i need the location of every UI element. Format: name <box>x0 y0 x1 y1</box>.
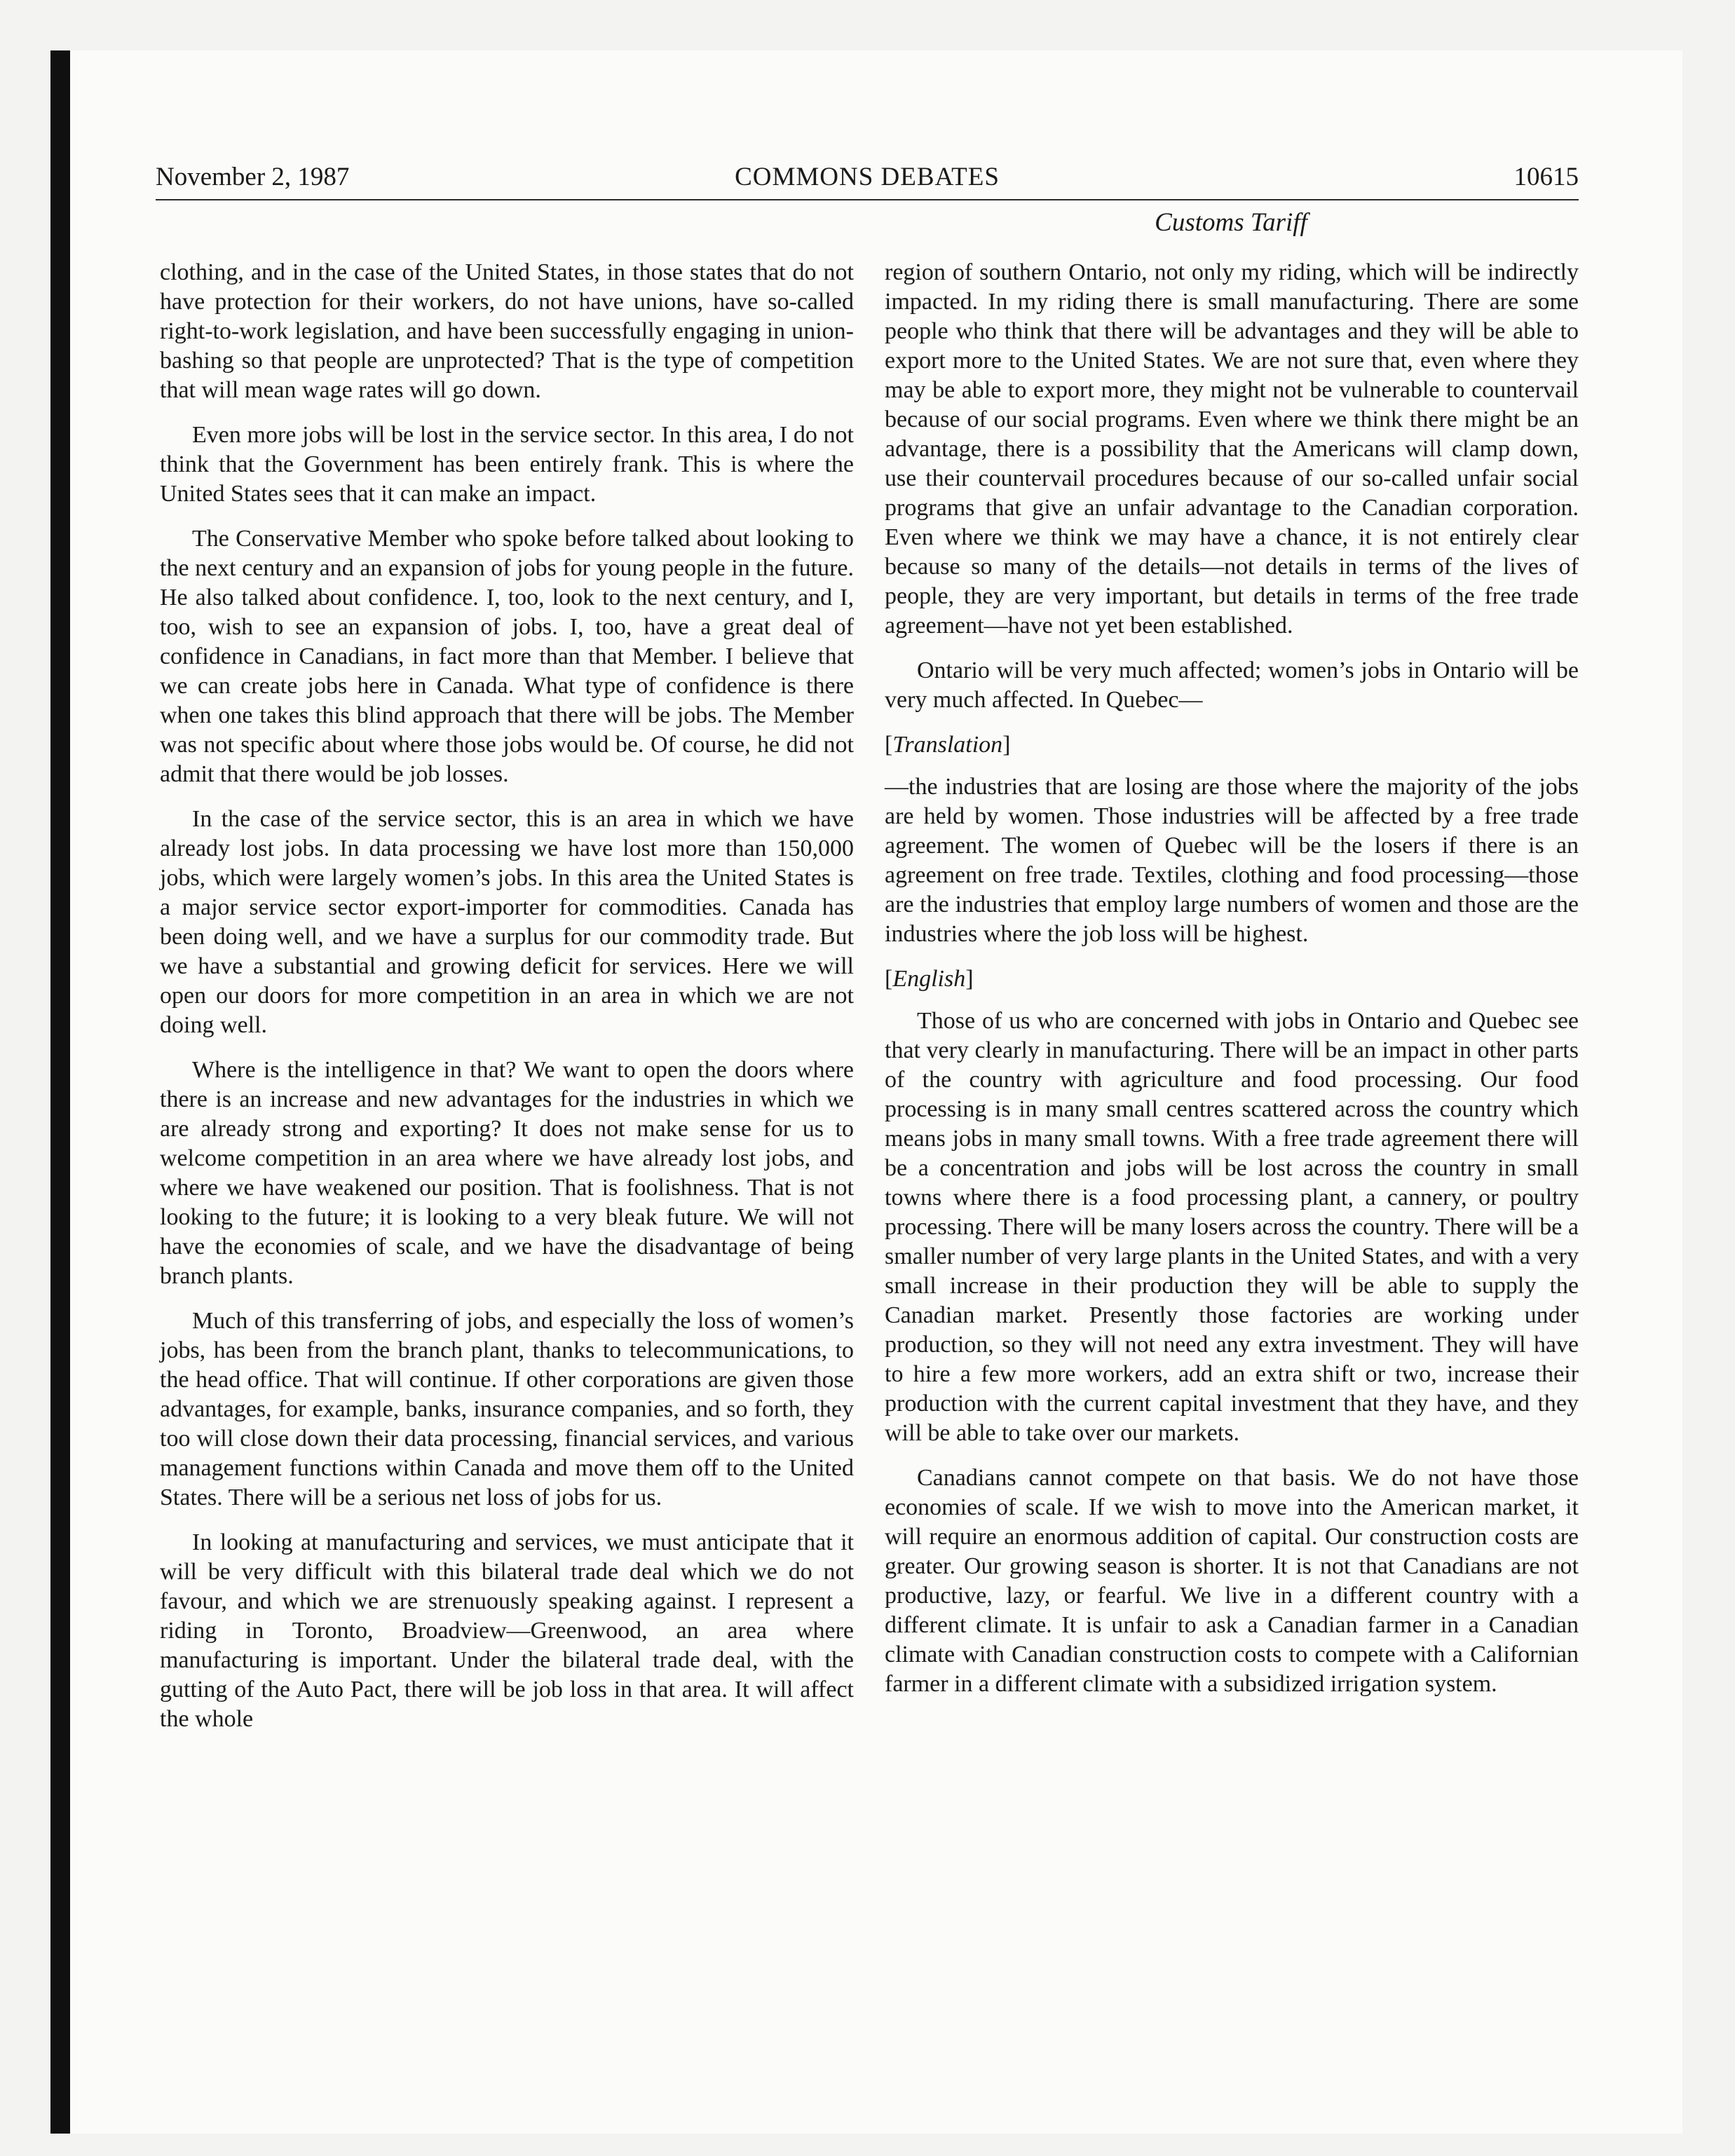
translation-marker-label: Translation <box>892 732 1003 758</box>
left-column <box>160 258 854 1749</box>
translation-marker: [Translation] <box>885 732 1011 758</box>
left-paragraph: Much of this transferring of jobs, and especially the loss of women’s jobs, has been from the branch plant, thanks to telecommunications, to the head office. That will continue. If other corporations are given those advantages, for example, banks, insurance companies, and so forth, they too will close down their data processing, financial services, and various management functions within Canada and move them off to the United States. There will be a serious net loss of jobs for us. <box>160 1308 854 1510</box>
translated-paragraph: —the industries that are losing are those where the majority of the jobs are held by women. Those industries will be affected by a free trade agreement. The women of Quebec will be the losers if there is an agreement on free trade. Textiles, clothing and food processing—those are the industries that employ large numbers of women and those are the industries where the job loss will be highest. <box>885 774 1579 947</box>
header-publication-title: COMMONS DEBATES <box>735 163 1000 191</box>
english-marker-label: English <box>892 966 966 992</box>
page-header <box>156 160 1579 200</box>
right-column <box>885 258 1579 1714</box>
right-paragraph-continued: region of southern Ontario, not only my riding, which will be indirectly impacted. In my riding there is small manufacturing. There are some people who think that there will be advantages and they will be able to export more to the United States. We are not sure that, even where they may be able to export more, they might not be vulnerable to countervail because of our social programs. Even where we think there might be an advantage, there is a possibility that the Americans will clamp down, use their countervail procedures because of our so-called unfair social programs that give an unfair advantage to the Canadian corporation. Even where we think we may have a chance, it is not entirely clear because so many of the details—not details in terms of the lives of people, they are very important, but details in terms of the free trade agreement—have not yet been established. <box>885 259 1579 639</box>
left-paragraph: In looking at manufacturing and services, we must anticipate that it will be very difficult with this bilateral trade deal which we do not favour, and which we are strenuously speaking against. I represent a riding in Toronto, Broadview—Greenwood, an area where manufacturing is important. Under the bilateral trade deal, with the gutting of the Auto Pact, there will be job loss in that area. It will affect the whole <box>160 1529 854 1732</box>
right-paragraph: Canadians cannot compete on that basis. We do not have those economies of scale. If we wish to move into the American market, it will require an enormous addition of capital. Our construction costs are greater. Our growing season is shorter. It is not that Canadians are not productive, lazy, or fearful. We live in a different country with a different climate. It is unfair to ask a Canadian farmer in a Canadian climate with Canadian construction costs to compete with a Californian farmer in a different climate with a subsidized irrigation system. <box>885 1465 1579 1697</box>
english-marker: [English] <box>885 966 974 992</box>
left-paragraph: Even more jobs will be lost in the service sector. In this area, I do not think that the Government has been entirely frank. This is where the United States sees that it can make an impact. <box>160 422 854 507</box>
left-paragraph: Where is the intelligence in that? We want to open the doors where there is an increase and new advantages for the industries in which we are already strong and exporting? It does not make sense for us to welcome competition in an area where we have already lost jobs, and where we have weakened our position. That is foolishness. That is not looking to the future; it is looking to a very bleak future. We will not have the economies of scale, and we have the disadvantage of being branch plants. <box>160 1057 854 1289</box>
left-paragraph: In the case of the service sector, this is an area in which we have already lost jobs. In data processing we have lost more than 150,000 jobs, which were largely women’s jobs. In this area the United States is a major service sector export-importer for commodities. Canada has been doing well, and we have a surplus for our commodity trade. But we have a substantial and growing deficit for services. Here we will open our doors for more competition in an area in which we are not doing well. <box>160 806 854 1038</box>
header-page-number: 10615 <box>1513 163 1579 191</box>
left-paragraph-continued: clothing, and in the case of the United States, in those states that do not have protection for their workers, do not have unions, have so-called right-to-work legislation, and have been successfully engaging in union-bashing so that people are unprotected? That is the type of competition that will mean wage rates will go down. <box>160 259 854 403</box>
left-paragraph: The Conservative Member who spoke before talked about looking to the next century and an expansion of jobs for young people in the future. He also talked about confidence. I, too, look to the next century, and I, too, wish to see an expansion of jobs. I, too, have a great deal of confidence in Canadians, in fact more than that Member. I believe that we can create jobs here in Canada. What type of confidence is there when one takes this blind approach that there will be jobs. The Member was not specific about where those jobs would be. Of course, he did not admit that there would be job losses. <box>160 526 854 787</box>
right-paragraph-ontario: Ontario will be very much affected; women’s jobs in Ontario will be very much affected. In Quebec— <box>885 657 1579 713</box>
subject-heading: Customs Tariff <box>1155 208 1307 237</box>
scan-edge-bar <box>50 50 70 2134</box>
right-paragraph: Those of us who are concerned with jobs in Ontario and Quebec see that very clearly in manufacturing. There will be an impact in other parts of the country with agriculture and food processing. Our food processing is in many small centres scattered across the country which means jobs in many small towns. With a free trade agreement there will be a concentration and jobs will be lost across the country in small towns where there is a food processing plant, a cannery, or poultry processing. There will be many losers across the country. There will be a smaller number of very large plants in the United States, and with a very small increase in their production they will be able to supply the Canadian market. Presently those factories are working under production, so they will not need any extra investment. They will have to hire a few more workers, add an extra shift or two, increase their production with the current capital investment that they have, and they will be able to take over our markets. <box>885 1008 1579 1446</box>
header-date: November 2, 1987 <box>156 163 350 191</box>
